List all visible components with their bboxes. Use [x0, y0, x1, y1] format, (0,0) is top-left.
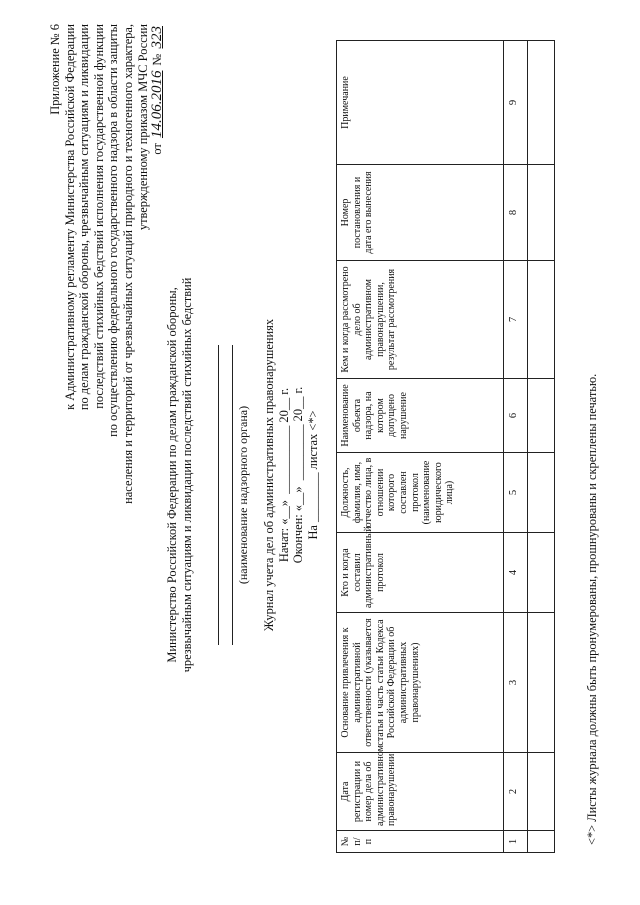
col-number: 2: [504, 753, 528, 831]
appendix-line: по осуществлению федерального государственного надзора в области защиты: [106, 24, 121, 437]
journal-started: Начат: «__» ___________ 20__ г.: [276, 387, 291, 563]
supervisory-caption: (наименование надзорного органа): [236, 405, 250, 585]
appendix-line: к Административному регламенту Министерства Российской Федерации: [62, 24, 77, 410]
col-number: 8: [504, 165, 528, 261]
col-number: 1: [504, 831, 528, 853]
ministry-name: [165, 195, 194, 755]
order-number-handwritten: 323: [149, 26, 166, 49]
col-header-basis: Основание привлечения к административной ответственности (указывается статья и часть статьи Кодекса Российской Федерации об административных правонарушениях): [337, 613, 504, 753]
table-cell: [528, 613, 555, 753]
col-header-number: № п/п: [337, 831, 504, 853]
appendix-title: Приложение № 6: [48, 24, 62, 115]
table-cell: [528, 261, 555, 379]
col-number: 9: [504, 41, 528, 165]
ministry-line-1: Министерство Российской Федерации по делам гражданской обороны,: [165, 287, 179, 663]
footnote: <*> Листы журнала должны быть пронумерованы, прошнурованы и скреплены печатью.: [585, 373, 599, 845]
table-cell: [528, 379, 555, 453]
order-date-line: [150, 24, 165, 504]
appendix-line: последствий стихийных бедствий исполнения государственной функции: [91, 24, 106, 409]
journal-title: Журнал учета дел об административных правонарушениях: [262, 318, 276, 632]
col-number: 6: [504, 379, 528, 453]
table-cell: [528, 41, 555, 165]
journal-sheets: На ________ листах <*>: [305, 410, 320, 540]
ministry-underline: [218, 345, 219, 645]
ministry-line-2: чрезвычайным ситуациям и ликвидации последствий стихийных бедствий: [179, 277, 194, 673]
journal-block: [262, 285, 320, 665]
appendix-line: утвержденному приказом МЧС России: [135, 24, 150, 231]
col-number: 7: [504, 261, 528, 379]
col-header-review: Кем и когда рассмотрено дело об административном правонарушении, результат рассмотрения: [337, 261, 504, 379]
journal-finished: Окончен: «__» _________ 20__ г.: [291, 386, 306, 564]
table-number-row: [504, 41, 528, 853]
col-header-registration: Дата регистрации и номер дела об административном правонарушении: [337, 753, 504, 831]
appendix-line: по делам гражданской обороны, чрезвычайным ситуациям и ликвидации: [77, 24, 92, 411]
table-cell: [528, 753, 555, 831]
table-header-row: [337, 41, 504, 853]
col-header-note: Примечание: [337, 41, 504, 165]
table-cell: [528, 453, 555, 533]
order-number-sign: №: [150, 53, 165, 66]
col-header-person: Должность, фамилия, имя, отчество лица, в отношении которого составлен протокол (наименование юридического лица): [337, 453, 504, 533]
table-cell: [528, 831, 555, 853]
table-empty-row: [528, 41, 555, 853]
col-header-object: Наименование объекта надзора, на котором допущено нарушение: [337, 379, 504, 453]
appendix-line: населения и территорий от чрезвычайных ситуаций природного и техногенного характера,: [120, 24, 135, 504]
order-date-prefix: от: [150, 143, 165, 155]
col-header-protocol-author: Кто и когда составил административный протокол: [337, 533, 504, 613]
appendix-header: [48, 24, 165, 504]
col-number: 3: [504, 613, 528, 753]
table-cell: [528, 165, 555, 261]
supervisory-underline: [232, 345, 233, 645]
col-number: 5: [504, 453, 528, 533]
col-header-decision: Номер постановления и дата его вынесения: [337, 165, 504, 261]
col-number: 4: [504, 533, 528, 613]
order-date-handwritten: 14.06.2016: [149, 70, 166, 139]
register-table: [336, 40, 555, 853]
table-cell: [528, 533, 555, 613]
